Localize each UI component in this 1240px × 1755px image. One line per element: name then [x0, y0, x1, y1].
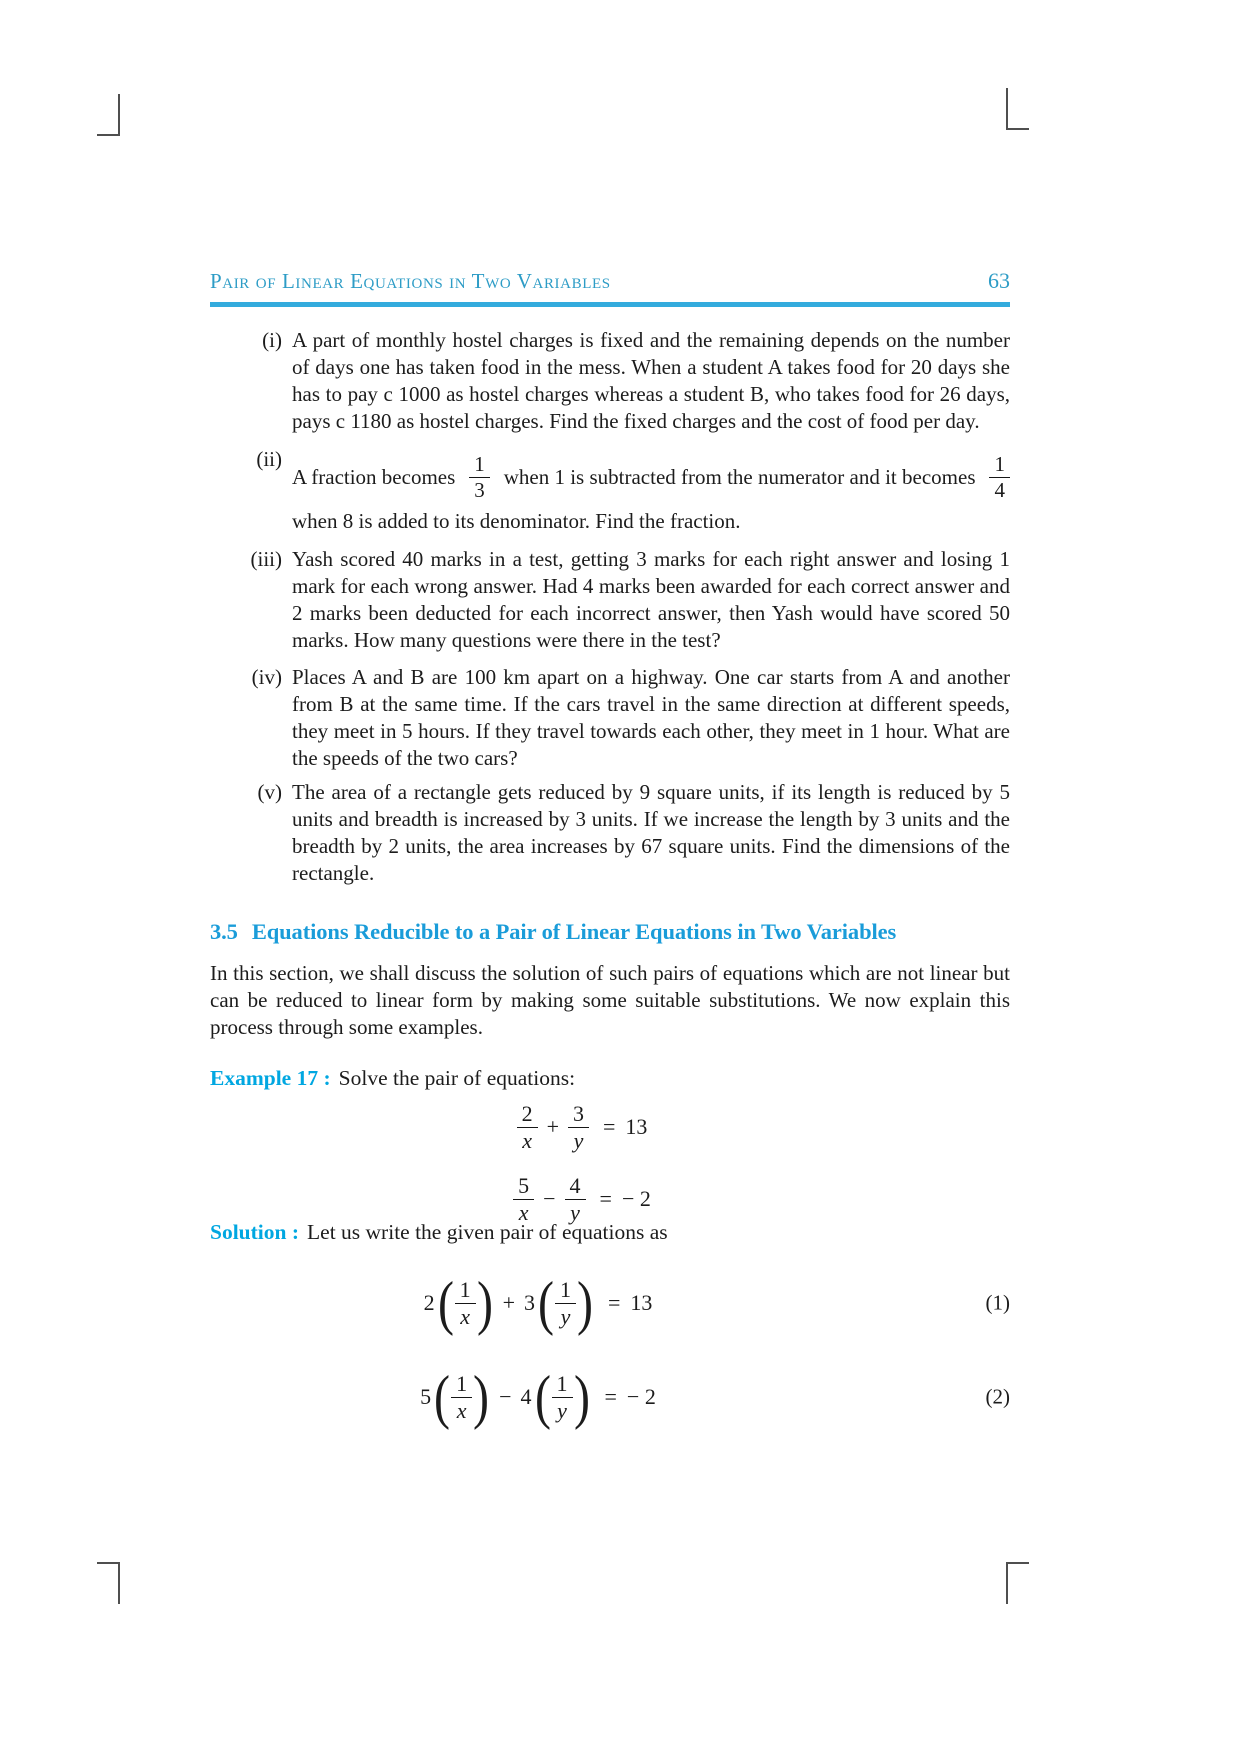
- equation: [517, 1102, 648, 1153]
- fraction-denominator: y: [570, 1199, 580, 1225]
- left-paren: (: [437, 1270, 454, 1336]
- fraction-numerator: 1: [451, 1372, 472, 1398]
- problem-text-line: [292, 446, 1010, 508]
- crop-mark-top-right: [1006, 88, 1029, 130]
- fraction-numerator: 2: [517, 1102, 538, 1128]
- coefficient: 5: [420, 1384, 432, 1409]
- problem-item: [210, 664, 1010, 772]
- page-header: [210, 268, 1010, 307]
- crop-mark-top-left: [97, 94, 120, 136]
- fraction-denominator: 3: [474, 477, 485, 502]
- fraction-numerator: 1: [469, 453, 490, 478]
- example-line: [210, 1066, 1010, 1091]
- fraction: [568, 1102, 589, 1153]
- problem-text: Yash scored 40 marks in a test, getting 3 marks for each right answer and losing 1 mark for each wrong answer. Had 4 marks been awarded for each correct answer and 2 marks been deducted for each incorrect answer, then Yash would have scored 50 marks. How many questions were there in the test?: [292, 547, 1010, 652]
- text-segment: when 1 is subtracted from the numerator and it becomes: [503, 464, 976, 489]
- fraction-denominator: x: [456, 1397, 467, 1423]
- problem-text: [292, 446, 1010, 535]
- operator: +: [546, 1114, 559, 1139]
- fraction-numerator: 4: [565, 1174, 586, 1200]
- fraction-denominator: y: [560, 1303, 571, 1329]
- right-paren: ): [576, 1270, 593, 1336]
- intro-paragraph: In this section, we shall discuss the solution of such pairs of equations which are not linear but can be reduced to linear form by making some suitable substitutions. We now explain this process through some examples.: [210, 961, 1010, 1039]
- fraction-numerator: 3: [568, 1102, 589, 1128]
- crop-mark-bottom-right: [1006, 1562, 1029, 1604]
- equation: [513, 1174, 651, 1225]
- coefficient: 4: [520, 1384, 532, 1409]
- fraction: [455, 1278, 476, 1329]
- fraction: [469, 453, 490, 501]
- equation-display: [210, 1092, 1010, 1162]
- fraction-denominator: x: [460, 1303, 470, 1329]
- solution-label: Solution :: [210, 1220, 300, 1244]
- operator: +: [502, 1290, 515, 1315]
- problem-text: A part of monthly hostel charges is fixed and the remaining depends on the number of days one has taken food in the mess. When a student A takes food for 20 days she has to pay c 1000 as hostel charges whereas a student B, who takes food for 26 days, pays c 1180 as hostel charges. Find the fixed charges and the cost of food per day.: [292, 328, 1010, 433]
- equals-sign: =: [599, 1186, 612, 1211]
- equation-number: (2): [985, 1384, 1010, 1409]
- solution-line: [210, 1220, 1010, 1245]
- problem-list: [210, 327, 1010, 887]
- fraction-denominator: 4: [994, 477, 1005, 502]
- equation-number: (1): [985, 1290, 1010, 1315]
- coefficient: 3: [524, 1290, 535, 1315]
- problem-item: [210, 446, 1010, 535]
- problem-text: The area of a rectangle gets reduced by 9 square units, if its length is reduced by 5 units and breadth is increased by 3 units. If we increase the length by 3 units and the breadth by 2 units, the area increases by 67 square units. Find the dimensions of the rectangle.: [292, 780, 1010, 885]
- fraction-denominator: x: [518, 1199, 529, 1225]
- equation-display: [210, 1256, 1010, 1350]
- fraction: [989, 453, 1010, 501]
- problem-label: (ii): [256, 447, 282, 471]
- fraction-denominator: y: [573, 1127, 584, 1153]
- text-segment: A fraction becomes: [292, 464, 456, 489]
- example-label: Example 17 :: [210, 1066, 331, 1090]
- problem-item: [210, 327, 1010, 435]
- section-number: 3.5: [210, 919, 238, 944]
- equals-sign: =: [604, 1384, 617, 1409]
- chapter-title: Pair of Linear Equations in Two Variables: [210, 269, 611, 293]
- fraction-denominator: y: [557, 1397, 567, 1423]
- right-paren: ): [476, 1270, 493, 1336]
- page-number: 63: [988, 268, 1010, 293]
- text-segment: when 8 is added to its denominator. Find the fraction.: [292, 509, 741, 533]
- fraction-numerator: 1: [455, 1278, 476, 1304]
- crop-mark-bottom-left: [97, 1562, 120, 1604]
- equation: [423, 1270, 653, 1336]
- rhs-value: − 2: [626, 1384, 656, 1409]
- problem-label: (i): [262, 328, 282, 352]
- fraction: [552, 1372, 573, 1423]
- problem-label: (v): [257, 780, 282, 804]
- fraction-numerator: 1: [555, 1278, 576, 1304]
- equals-sign: =: [603, 1114, 616, 1139]
- section-heading: [210, 919, 1030, 945]
- problem-item: [210, 779, 1010, 887]
- example-prompt: Solve the pair of equations:: [338, 1066, 576, 1090]
- coefficient: 2: [423, 1290, 435, 1315]
- fraction-numerator: 1: [552, 1372, 573, 1398]
- fraction-denominator: x: [522, 1127, 532, 1153]
- fraction: [517, 1102, 538, 1153]
- right-paren: ): [573, 1364, 590, 1430]
- equation-display: [210, 1350, 1010, 1444]
- fraction: [565, 1174, 586, 1225]
- rhs-value: 13: [625, 1114, 648, 1139]
- problem-item: [210, 546, 1010, 654]
- left-paren: (: [434, 1364, 451, 1430]
- fraction: [513, 1174, 534, 1225]
- equation: [420, 1364, 656, 1430]
- problem-label: (iii): [250, 547, 282, 571]
- rhs-value: − 2: [621, 1186, 651, 1211]
- operator: −: [499, 1384, 512, 1409]
- solution-text: Let us write the given pair of equations as: [307, 1220, 668, 1244]
- left-paren: (: [534, 1364, 551, 1430]
- left-paren: (: [537, 1270, 554, 1336]
- fraction: [451, 1372, 472, 1423]
- right-paren: ): [473, 1364, 490, 1430]
- problem-text: Places A and B are 100 km apart on a highway. One car starts from A and another from B at the same time. If the cars travel in the same direction at different speeds, they meet in 5 hours. If they travel towards each other, they meet in 1 hour. What are the speeds of the two cars?: [292, 665, 1010, 770]
- problem-label: (iv): [251, 665, 282, 689]
- fraction: [555, 1278, 576, 1329]
- operator: −: [543, 1186, 556, 1211]
- equals-sign: =: [607, 1290, 621, 1315]
- fraction-numerator: 1: [989, 453, 1010, 478]
- rhs-value: 13: [630, 1290, 653, 1315]
- section-title: Equations Reducible to a Pair of Linear Equations in Two Variables: [251, 919, 897, 944]
- fraction-numerator: 5: [513, 1174, 534, 1200]
